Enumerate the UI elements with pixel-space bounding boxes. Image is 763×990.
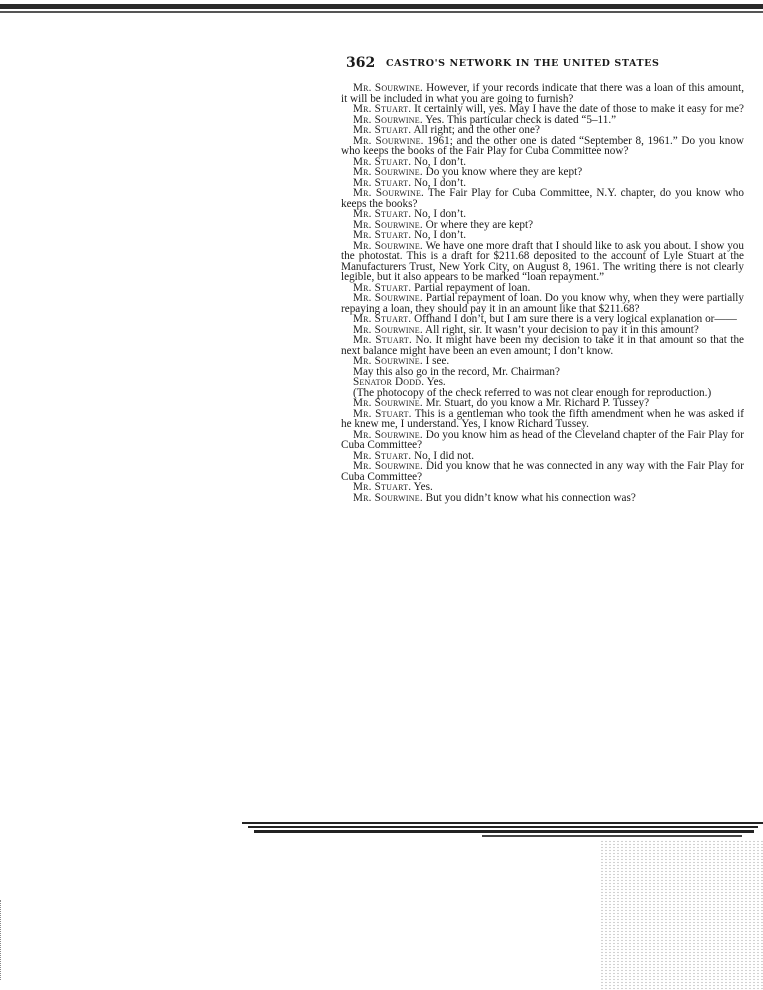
top-border-rule: [0, 4, 763, 9]
speech-text: I see.: [425, 355, 450, 367]
speaker-name: Mr. Stuart.: [353, 407, 412, 420]
speech-text: Do you know where they are kept?: [425, 166, 583, 178]
halftone-scan-artifact: [600, 840, 763, 990]
speech-text: Do you know him as head of the Cleveland chapter of the Fair Play for Cuba Committee?: [341, 428, 745, 451]
transcript-paragraph: [341, 493, 744, 504]
speaker-name: Mr. Stuart.: [353, 176, 412, 189]
speaker-name: Mr. Sourwine.: [353, 82, 424, 94]
speech-text: No, I don’t.: [414, 176, 467, 189]
page-header: [346, 55, 746, 73]
speech-text: Yes.: [413, 481, 433, 493]
speech-text: No, I don’t.: [414, 155, 467, 168]
speech-text: This is a gentleman who took the fifth amendment when he was asked if he knew me, I understand. Yes, I know Richard Tussey.: [341, 407, 744, 430]
speech-text: No, I don’t.: [414, 208, 467, 220]
speech-text: Mr. Stuart, do you know a Mr. Richard P. Tussey?: [425, 397, 650, 409]
speech-text: Partial repayment of loan. Do you know why, when they were partially repaying a loan, they should pay it in an amount like that $211.68?: [341, 292, 745, 315]
speaker-name: Mr. Sourwine.: [353, 491, 423, 504]
speaker-name: Mr. Stuart.: [353, 208, 412, 220]
speech-text: Yes.: [426, 376, 446, 388]
speech-text: It certainly will, yes. May I have the date of those to make it easy for me?: [414, 103, 744, 115]
speech-text: Did you know that he was connected in any way with the Fair Play for Cuba Committee?: [341, 460, 744, 483]
speaker-name: Mr. Stuart.: [353, 124, 412, 136]
speech-text: The Fair Play for Cuba Committee, N.Y. chapter, do you know who keeps the books?: [341, 187, 744, 210]
speaker-name: Mr. Stuart.: [353, 481, 412, 493]
speech-text: Offhand I don’t, but I am sure there is a very logical explanation or——: [414, 313, 737, 325]
speaker-name: Mr. Stuart.: [353, 313, 412, 325]
speaker-name: Senator Dodd.: [353, 376, 425, 388]
transcript-body: [341, 83, 744, 503]
speaker-name: Mr. Sourwine.: [353, 428, 423, 441]
speaker-name: Mr. Stuart.: [353, 334, 412, 346]
speech-text: (The photocopy of the check referred to was not clear enough for reproduction.): [353, 386, 712, 399]
speech-text: But you didn’t know what his connection was?: [425, 491, 636, 504]
transcript-paragraph: [341, 188, 744, 209]
speech-text: All right; and the other one?: [413, 124, 540, 136]
speaker-name: Mr. Sourwine.: [353, 187, 425, 199]
speech-text: We have one more draft that I should like to ask you about. I show you the photostat. This is a draft for $211.68 deposited to the account of Lyle Stuart at the Manufacturers Trust, New York City, on August 8, 1961. The writing there is not clearly legible, but it also appears to be marked “loan repayment.”: [341, 239, 744, 283]
speech-text: May this also go in the record, Mr. Chairman?: [353, 365, 560, 378]
speaker-name: Mr. Stuart.: [353, 229, 412, 241]
speaker-name: Mr. Sourwine.: [353, 460, 423, 472]
speaker-name: Mr. Sourwine.: [353, 355, 423, 367]
speech-text: 1961; and the other one is dated “September 8, 1961.” Do you know who keeps the books of the Fair Play for Cuba Committee now?: [341, 134, 744, 157]
speaker-name: Mr. Stuart.: [353, 103, 412, 115]
speech-text: No, I did not.: [414, 449, 475, 462]
speaker-name: Mr. Sourwine.: [353, 166, 423, 178]
speaker-name: Mr. Sourwine.: [353, 397, 423, 409]
speech-text: Yes. This particular check is dated “5–11.”: [425, 113, 617, 126]
speech-text: No. It might have been my decision to take it in that amount so that the next balance might have been an even amount; I don’t know.: [341, 334, 745, 357]
transcript-paragraph: [341, 409, 744, 430]
speaker-name: Mr. Sourwine.: [353, 292, 423, 304]
speech-text: All right, sir. It wasn’t your decision to pay it in this amount?: [425, 323, 699, 336]
speaker-name: Mr. Sourwine.: [353, 113, 423, 126]
transcript-paragraph: [341, 430, 744, 451]
left-edge-artifact: [0, 900, 7, 980]
speech-text: However, if your records indicate that there was a loan of this amount, it will be included in what you are going to furnish?: [341, 82, 745, 105]
transcript-paragraph: [341, 241, 744, 283]
transcript-paragraph: [341, 83, 744, 104]
speaker-name: Mr. Stuart.: [353, 449, 412, 462]
speaker-name: Mr. Sourwine.: [353, 218, 423, 231]
speaker-name: Mr. Sourwine.: [353, 134, 424, 147]
transcript-paragraph: [341, 293, 744, 314]
speaker-name: Mr. Stuart.: [353, 155, 412, 168]
speech-text: Partial repayment of loan.: [414, 281, 531, 294]
speaker-name: Mr. Sourwine.: [353, 323, 423, 336]
speaker-name: Mr. Sourwine.: [353, 239, 423, 252]
speaker-name: Mr. Stuart.: [353, 281, 412, 294]
running-head: CASTRO'S NETWORK IN THE UNITED STATES: [386, 58, 660, 69]
transcript-paragraph: [341, 461, 744, 482]
transcript-paragraph: [341, 136, 744, 157]
speech-text: Or where they are kept?: [425, 218, 534, 231]
top-border-rule-secondary: [0, 11, 763, 13]
speech-text: No, I don’t.: [414, 229, 467, 241]
transcript-paragraph: [341, 335, 744, 356]
page-number: 362: [346, 55, 376, 71]
